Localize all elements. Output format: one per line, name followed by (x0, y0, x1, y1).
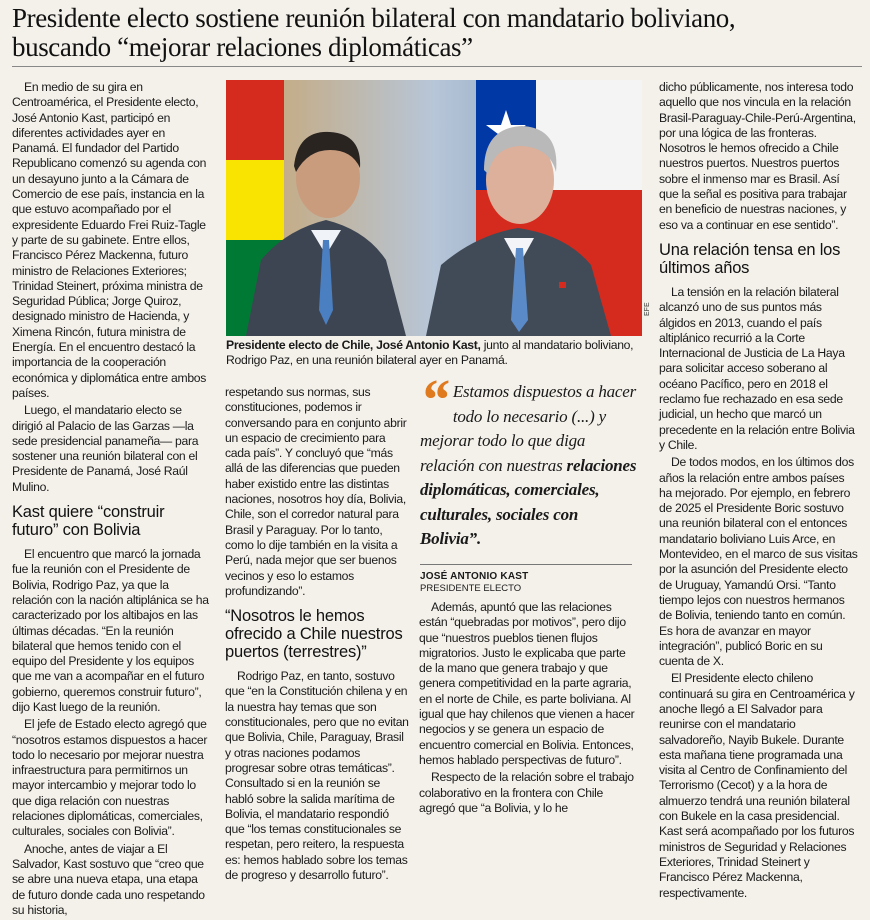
column-4 (659, 80, 859, 903)
paragraph: Luego, el mandatario electo se dirigió al Palacio de las Garzas —la sede presidencial panameña— para sostener una reunión bilateral con el Presidente de Panamá, José Raúl Mulino. (12, 403, 199, 494)
photo-illustration (226, 80, 642, 336)
paragraph: Anoche, antes de viajar a El Salvador, Kast sostuvo que “creo que se abre una nueva etapa, una etapa de futuro donde cada uno respetando su historia, (12, 841, 205, 917)
headline-rule (12, 66, 862, 67)
quote-author: JOSÉ ANTONIO KAST (420, 570, 529, 582)
quote-divider (420, 564, 632, 565)
news-photo (226, 80, 642, 336)
photo-caption (226, 338, 644, 369)
subheading-relacion-tensa: Una relación tensa en los últimos años (659, 240, 841, 277)
caption-text: junto al mandatario boliviano, Rodrigo Paz, en una reunión bilateral ayer en Panamá. (226, 338, 634, 368)
quote-author-role: PRESIDENTE ELECTO (420, 582, 522, 594)
subheading-puertos: “Nosotros le hemos ofrecido a Chile nuestros puertos (terrestres)” (225, 607, 403, 662)
paragraph: El jefe de Estado electo agregó que “nosotros estamos dispuestos a hacer todo lo necesario por mejorar nuestra infraestructura para permitirnos un mayor intercambio y mejorar todo lo que diga relación con nuestras relaciones diplomáticas, comerciales, culturales, sociales con Bolivia”. (12, 717, 208, 839)
headline (12, 4, 862, 62)
quote-mark-icon: “ (420, 367, 449, 432)
photo-credit: EFE (644, 302, 651, 316)
subheading-kast-bolivia: Kast quiere “construir futuro” con Bolivia (12, 503, 165, 540)
headline-line-2: buscando “mejorar relaciones diplomáticas” (12, 32, 473, 62)
column-2 (225, 385, 410, 885)
paragraph: El Presidente electo chileno continuará su gira en Centroamérica y anoche llegó a El Salvador para reunirse con el mandatario salvadoreño, Nayib Bukele. Durante esta mañana tiene programada una visita al Centro de Confinamiento del Terrorismo (Cecot) y a la hora de almuerzo tendrá una reunión bilateral con Bukele en la casa presidencial. Kast será acompañado por los futuros ministros de Seguridad y Relaciones Exteriores, Trinidad Steinert y Francisco Pérez Mackenna, respectivamente. (659, 671, 855, 900)
paragraph: respetando sus normas, sus constituciones, podemos ir conversando para en conjunto abrir un espacio de crecimiento para cada país”. Y concluyó que “más allá de las diferencias que pueden haber existido entre las distintas naciones, nosotros hoy día, Bolivia, Chile, son el corredor natural para Brasil y Paraguay. Por lo tanto, como lo dije también en la visita a Perú, nada mejor que ser buenos vecinos y eso lo estamos profundizando”. (225, 385, 407, 598)
quote-text-bold: relaciones diplomáticas, comerciales, culturales, sociales con Bolivia”. (420, 455, 637, 548)
caption-bold: Presidente electo de Chile, José Antonio Kast, (226, 338, 481, 352)
paragraph: En medio de su gira en Centroamérica, el Presidente electo, José Antonio Kast, participó en diferentes actividades ayer en Panamá. El fundador del Partido Republicano comenzó su agenda con un desayuno junto a la Cámara de Comercio de ese país, instancia en la que estuvo acompañado por el expresidente Eduardo Frei Ruiz-Tagle y parte de su gabinete. Entre ellos, Francisco Pérez Mackenna, futuro ministro de Relaciones Exteriores; Trinidad Steinert, próxima ministra de Seguridad Pública; Jorge Quiroz, designado ministro de Hacienda, y Ximena Rincón, futura ministra de Energía. En el encuentro destacó la importancia de la cooperación económica y diplomática entre ambos países. (12, 80, 207, 400)
paragraph: La tensión en la relación bilateral alcanzó uno de sus puntos más álgidos en 2013, cuando el país altiplánico recurrió a la Corte Internacional de Justicia de La Haya para solicitar acceso soberano al océano Pacífico, pero en 2018 el reclamo fue rechazado en esa sede judicial, un hecho que marcó un precedente en la relación entre Bolivia y Chile. (659, 284, 855, 452)
paragraph: Respecto de la relación sobre el trabajo colaborativo en la frontera con Chile agregó que “a Bolivia, y lo he (419, 770, 634, 815)
headline-line-1: Presidente electo sostiene reunión bilateral con mandatario boliviano, (12, 3, 736, 33)
paragraph: De todos modos, en los últimos dos años la relación entre ambos países ha mejorado. Por ejemplo, en febrero de 2025 el Presidente Boric sostuvo una reunión bilateral con el entonces mandatario boliviano Luis Arce, en Montevideo, en el marco de sus visitas por la asunción del Presidente electo de Uruguay, Yamandú Orsi. “Tanto tiempo lejos con nuestros hermanos de Bolivia, teniendo tanto en común. Es hora de avanzar en mayor integración”, publicó Boric en su cuenta de X. (659, 455, 858, 669)
paragraph: Además, apuntó que las relaciones están “quebradas por motivos”, pero dijo que “nuestros pueblos tienen flujos migratorios. Justo le explicaba que parte de la mano que genera trabajo y que genera competitividad en la parte agraria, en el norte de Chile, es parte boliviana. Al igual que hay chilenos que vienen a hacer negocios y se genera un espacio de encuentro comercial en Bolivia. Entonces, hemos hablado perspectivas de futuro”. (419, 600, 635, 767)
paragraph: dicho públicamente, nos interesa todo aquello que nos vincula en la relación Brasil-Paraguay-Chile-Perú-Argentina, por una lógica de las fronteras. Nosotros le hemos ofrecido a Chile nuestros puertos. Nuestros puertos sobre el inmenso mar es Brasil. Así que la señal es positiva para trabajar en beneficio de nuestras naciones, y eso va a continuar en ese sentido”. (659, 80, 856, 232)
column-3 (419, 600, 641, 818)
quote-text-plain: Estamos dispuestos a hacer todo lo necesario (...) y mejorar todo lo que diga relación con nuestras (420, 382, 637, 475)
column-1 (12, 80, 210, 920)
paragraph: Rodrigo Paz, en tanto, sostuvo que “en la Constitución chilena y en la nuestra hay temas que son constitucionales, pero que no evitan que Bolivia, Chile, Paraguay, Brasil y otras naciones podamos progresar sobre otras temáticas”. Consultado si en la reunión se habló sobre la salida marítima de Bolivia, el mandatario respondió que “los temas constitucionales se respetan, pero reitero, la respuesta es: hemos hablado sobre los temas de progreso y desarrollo futuro”. (225, 669, 409, 883)
pull-quote (420, 367, 642, 595)
quote-text (420, 367, 642, 552)
paragraph: El encuentro que marcó la jornada fue la reunión con el Presidente de Bolivia, Rodrigo Paz, ya que la relación con la nación altiplánica se ha caracterizado por los altibajos en las últimas décadas. “En la reunión bilateral que hemos tenido con el equipo del Presidente y los equipos que me van a acompañar en el futuro gobierno, queremos construir futuro”, dijo Kast luego de la reunión. (12, 547, 209, 714)
